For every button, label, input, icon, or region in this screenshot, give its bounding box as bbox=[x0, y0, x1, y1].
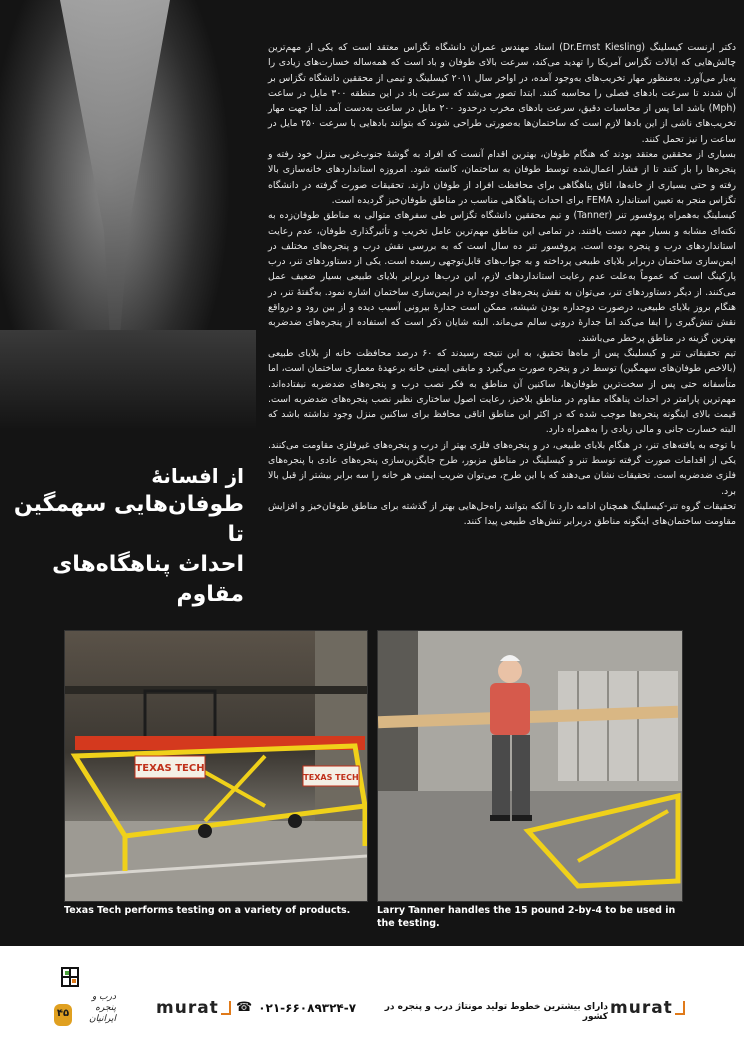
page-number: ۴۵ bbox=[56, 1008, 70, 1019]
magazine-name: درب و پنجره ایرانیان bbox=[88, 992, 116, 1024]
footer-brand-right bbox=[610, 998, 685, 1018]
right-photo-caption: Larry Tanner handles the 15 pound 2-by-4 to be used in the testing. bbox=[377, 905, 676, 929]
headline-line-2: طوفان‌هایی سهمگین تا bbox=[13, 492, 244, 547]
texas-tech-testing-photo bbox=[64, 630, 368, 902]
footer-phone: ۰۲۱-۶۶۰۸۹۳۲۴-۷ bbox=[258, 1000, 357, 1015]
tornado-funnel bbox=[60, 0, 170, 330]
texas-tech-sign: TEXAS TECH bbox=[135, 763, 205, 774]
article-paragraph: بسیاری از محققین معتقد بودند که هنگام طوفان، بهترین اقدام آنست که افراد به گوشهٔ جنوب‌غربی منزل خود رفته و پنجره‌ها را باز کنند تا از فشار اعمال‌شده توسط طوفان به ساختمان، کاسته شود. امروزه استانداردهای خانه‌سازی بالا رفته و حتی بسیاری از خانه‌ها، اتاق پناهگاهی برای محافظت افراد از طوفان دارند. تحقیقات صورت گرفته در دانشگاه تگزاس منجر به تعیین استاندارد FEMA برای احداث پناهگاهی مناسب در مناطق طوفان‌خیز گردیده است. bbox=[268, 149, 736, 206]
phone-icon: ☎ bbox=[236, 1000, 253, 1015]
article-paragraph: با توجه به یافته‌های تنر، در هنگام بلایای طبیعی، در و پنجره‌های فلزی بهتر از درب و پنجره‌های غیرفلزی مقاومت می‌کنند. یکی از اقدامات صورت گرفته توسط تنر و کیسلینگ در مناطق مزبور، طرح جایگزین‌سازی پنجره‌های عادی با پنجره‌های فلزی ضدضربه است. تحقیقات نشان می‌دهند که با این طرح، می‌توان ضریب ایمنی هر خانه را سه برابر بیشتر از قبل بالا برد. bbox=[268, 439, 736, 497]
tornado-image bbox=[0, 0, 256, 430]
footer-tagline: دارای بیشترین خطوط تولید مونتاژ درب و پنجره در کشور bbox=[384, 1002, 608, 1022]
footer-brand-left bbox=[156, 998, 231, 1018]
brand-logo-right: murat bbox=[610, 998, 673, 1018]
brand-logo-left: murat bbox=[156, 998, 219, 1018]
article-paragraph: تحقیقات گروه تنر-کیسلینگ همچنان ادامه دارد تا آنکه بتوانند راه‌حل‌هایی بهتر از گذشته برای مناطق طوفان‌خیز و افزایش مقاومت ساختمان‌های اینگونه مناطق دربرابر تنش‌های طبیعی پیدا کنند. bbox=[268, 500, 736, 528]
article-paragraph: کیسلینگ به‌همراه پروفسور تنر (Tanner) و تیم محققین دانشگاه تگزاس طی سفرهای متوالی به مناطق طوفان‌زده به نکته‌ای مشابه و بسیار مهم دست یافتند. در تمامی این مناطق مهم‌ترین عامل تخریب و تأثیرگذاری طوفان، عدم رعایت استانداردهای درب و پنجره بوده است. پروفسور تنر ده سال است که به بررسی نقش درب و پنجره‌های مختلف در ایمن‌سازی ساختمان دربرابر بلایای طبیعی پرداخته و به جواب‌های قابل‌توجهی رسیده است. یکی از دستاوردهای تنر، درب پارکینگ است که عموماً به‌علت عدم رعایت استانداردهای لازم، این درب‌ها دربرابر بلایای طبیعی بسیار ضعیف عمل می‌کنند. از دیگر دستاوردهای تنر، می‌توان به نقش پنجره‌های دوجداره در ایمن‌سازی ساختمان اشاره نمود. به‌گفتهٔ تنر، در هنگام بروز بلایای طبیعی، درصورت دوجداره بودن شیشه، ممکن است جدارهٔ بیرونی آسیب دیده و از بین رود و درواقع نقش تنش‌گیری را ایفا می‌کند اما جدارهٔ درونی سالم می‌ماند. البته شایان ذکر است که استفاده از پنجره‌های ضدضربه بهترین گزینه در مناطق پرخطر می‌باشند. bbox=[268, 210, 736, 344]
magazine-badge bbox=[48, 966, 116, 1032]
left-photo-caption: Texas Tech performs testing on a variety of products. bbox=[64, 905, 351, 916]
footer-phone-block bbox=[236, 1000, 356, 1015]
headline-line-3: احداث پناهگاه‌های مقاوم bbox=[52, 552, 244, 607]
article-body bbox=[268, 40, 736, 530]
testing-rig-illustration bbox=[65, 631, 367, 901]
article-paragraph: تیم تحقیقاتی تنر و کیسلینگ پس از ماه‌ها تحقیق، به این نتیجه رسیدند که ۶۰ درصد محافظت خانه از بلایای طبیعی (بالاخص طوفان‌های سهمگین) توسط در و پنجره صورت می‌گیرد و مابقی ایمنی خانه برعهدهٔ معماری ساختمان است، اما متأسفانه حتی پس از سخت‌ترین طوفان‌ها، ساکنین آن مناطق به فکر نصب درب و پنجره‌های ضدضربه نیفتاده‌اند. مهم‌ترین پارامتر در احداث پناهگاه مقاوم در مناطق بلاخیز، رعایت اصول ساختاری نظیر نصب پنجره‌های ضدضربه است. قیمت بالای اینگونه پنجره‌ها موجب شده که در اکثر این مناطق اتاقی محافظ برای ساکنین منزل وجود نداشته باشد که البته خسارت جانی و مالی زیادی را به‌همراه دارد. bbox=[268, 347, 736, 436]
texas-tech-sign-2: TEXAS TECH bbox=[303, 773, 359, 782]
headline bbox=[0, 462, 244, 610]
headline-line-1: از افسانهٔ bbox=[151, 464, 244, 488]
larry-tanner-photo bbox=[377, 630, 683, 902]
article-paragraph: دکتر ارنست کیسلینگ (Dr.Ernst Kiesling) استاد مهندس عمران دانشگاه تگزاس معتقد است که یکی از مهم‌ترین چالش‌هایی که ایالات تگزاس آمریکا را تهدید می‌کند، سرعت بالای طوفان و باد است که همه‌ساله خسارت‌های زیادی را به‌بار می‌آورد. به‌منظور مهار تخریب‌های به‌وجود آمده، در اواخر سال ۲۰۱۱ کیسلینگ و تیمی از محققین دانشگاه تگزاس بر آن شدند تا سرعت بادهای فصلی را محاسبه کنند. ابتدا تصور می‌شد که سرعت باد در این منطقه ۳۰۰ مایل در ساعت (Mph) باشد اما پس از محاسبات دقیق، سرعت بادهای مخرب درحدود ۲۰۰ مایل در ساعت به‌دست آمد. لذا جهت مهار تخریب‌های ناشی از این بادها لازم است که ساختمان‌ها به‌صورتی طراحی شوند که بتوانند بادهایی با سرعت ۲۵۰ مایل در ساعت را نیز تحمل کنند. bbox=[268, 42, 737, 145]
larry-tanner-illustration bbox=[378, 631, 682, 901]
tornado-ground bbox=[0, 330, 256, 430]
